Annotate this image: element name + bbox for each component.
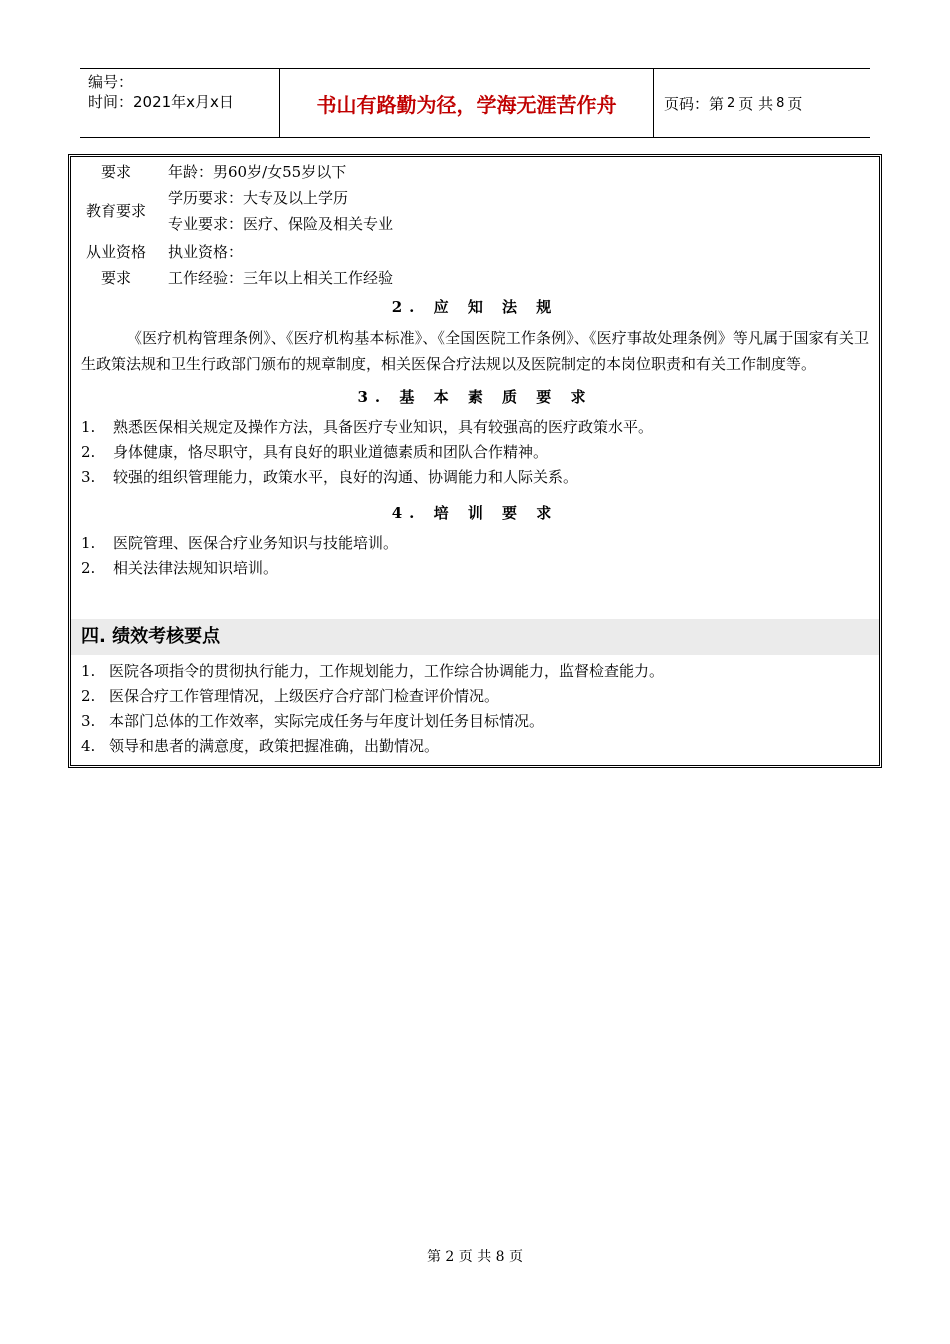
number-label: 编号：: [88, 73, 134, 91]
header-meta: [80, 69, 280, 137]
item-number: 3.: [81, 712, 96, 730]
age-row: [81, 159, 869, 185]
qual-experience: 工作经验：三年以上相关工作经验: [168, 269, 394, 287]
list-item: [81, 556, 869, 581]
item-text: 医院管理、医保合疗业务知识与技能培训。: [113, 534, 399, 552]
page-suffix: 页: [787, 94, 803, 113]
content-frame: [68, 154, 882, 768]
list-item: [81, 465, 869, 490]
item-number: 1.: [81, 534, 96, 552]
list-item: [81, 684, 869, 709]
item-text: 领导和患者的满意度，政策把握准确，出勤情况。: [109, 737, 440, 755]
qual-label: [81, 239, 151, 291]
age-value: 年龄：男60岁/女55岁以下: [168, 163, 347, 181]
list-item: [81, 659, 869, 684]
item-text: 身体健康，恪尽职守，具有良好的职业道德素质和团队合作精神。: [113, 443, 549, 461]
page-footer: 第 2 页 共 8 页: [426, 1249, 524, 1265]
item-text: 熟悉医保相关规定及操作方法，具备医疗专业知识，具有较强高的医疗政策水平。: [113, 418, 654, 436]
qual-row: [81, 239, 869, 291]
item-number: 2.: [81, 443, 96, 461]
laws-title: 2. 应 知 法 规: [391, 298, 559, 316]
page-header: [80, 68, 870, 138]
motto: 书山有路勤为径，学海无涯苦作舟: [280, 69, 654, 137]
item-number: 3.: [81, 468, 96, 486]
item-text: 医院各项指令的贯彻执行能力，工作规划能力，工作综合协调能力，监督检查能力。: [109, 662, 665, 680]
time-label: 时间：2021年x月x日: [88, 93, 234, 111]
page-prefix: 页码：第: [664, 94, 725, 113]
item-number: 2.: [81, 687, 96, 705]
item-text: 较强的组织管理能力，政策水平，良好的沟通、协调能力和人际关系。: [113, 468, 579, 486]
list-item: [81, 440, 869, 465]
content-body: [81, 159, 869, 581]
item-text: 本部门总体的工作效率，实际完成任务与年度计划任务目标情况。: [109, 712, 545, 730]
item-number: 1.: [81, 418, 96, 436]
edu-label: 教育要求: [85, 202, 146, 220]
edu-values: [151, 185, 393, 237]
edu-row: [81, 185, 869, 237]
page-mid: 页 共: [738, 94, 774, 113]
qualities-list: [81, 415, 869, 490]
training-list: [81, 531, 869, 581]
page-total: 8: [776, 95, 785, 111]
qual-label-line2: 要求: [100, 269, 131, 287]
page-current: 2: [727, 95, 736, 111]
item-text: 医保合疗工作管理情况，上级医疗合疗部门检查评价情况。: [109, 687, 500, 705]
performance-list: [81, 659, 869, 759]
list-item: [81, 734, 869, 759]
edu-degree: 学历要求：大专及以上学历: [168, 189, 349, 207]
list-item: [81, 531, 869, 556]
laws-text: 《医疗机构管理条例》、《医疗机构基本标准》、《全国医院工作条例》、《医疗事故处理条例》等凡属于国家有关卫生政策法规和卫生行政部门颁布的规章制度，相关医保合疗法规以及医院制定的本岗位职责和有关工作制度等。: [81, 329, 869, 373]
page-indicator: [654, 69, 870, 137]
qual-values: [151, 239, 393, 291]
performance-title: 四. 绩效考核要点: [71, 619, 879, 655]
item-text: 相关法律法规知识培训。: [113, 559, 279, 577]
item-number: 2.: [81, 559, 96, 577]
qualities-title: 3. 基 本 素 质 要 求: [357, 388, 593, 406]
age-label: 要求: [100, 163, 131, 181]
item-number: 4.: [81, 737, 96, 755]
list-item: [81, 709, 869, 734]
qual-license: 执业资格：: [168, 243, 244, 261]
qual-label-line1: 从业资格: [85, 243, 146, 261]
item-number: 1.: [81, 662, 96, 680]
training-title: 4. 培 训 要 求: [391, 504, 559, 522]
list-item: [81, 415, 869, 440]
edu-major: 专业要求：医疗、保险及相关专业: [168, 215, 394, 233]
